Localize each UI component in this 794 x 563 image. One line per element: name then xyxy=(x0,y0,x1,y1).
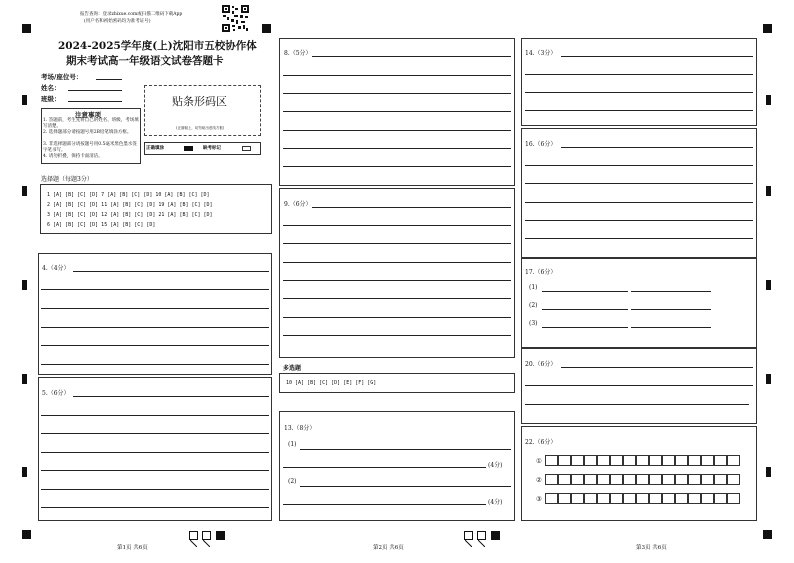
grid-cell[interactable] xyxy=(558,474,571,485)
grid-cell[interactable] xyxy=(714,474,727,485)
question-17-part-1: (1) xyxy=(529,284,538,291)
grid-cell[interactable] xyxy=(545,455,558,466)
choice-row[interactable]: 1 [A] [B] [C] [D] 7 [A] [B] [C] [D] 10 [A] [B] [C] [D] xyxy=(47,192,210,198)
timing-mark xyxy=(22,95,27,105)
exam-seat-label: 考场/座位号： xyxy=(41,73,83,81)
answer-line[interactable] xyxy=(41,364,269,365)
notes-line: 2. 选择题部分请按题号用2B铅笔填涂方框。 xyxy=(43,130,132,135)
timing-mark xyxy=(766,186,771,196)
notes-line: 1. 答题前，考生先将自己的姓名、班级、考场填写清楚。 xyxy=(43,118,139,129)
grid-cell[interactable] xyxy=(688,493,701,504)
barcode-label: 贴条形码区 xyxy=(172,95,227,108)
page-number-3: 第3页 共6页 xyxy=(636,545,667,551)
report-notice: 报告查询：登录zhixue.com或扫描二维码下载App xyxy=(80,12,183,17)
page-marker-fill xyxy=(491,531,500,540)
grid-cell[interactable] xyxy=(662,493,675,504)
answer-line[interactable] xyxy=(283,335,511,336)
grid-cell[interactable] xyxy=(662,474,675,485)
answer-line[interactable] xyxy=(41,289,269,290)
grid-cell[interactable] xyxy=(688,455,701,466)
timing-mark xyxy=(766,374,771,384)
question-17-label: 17.（6分） xyxy=(525,269,557,276)
grid-cell[interactable] xyxy=(571,493,584,504)
question-5-box xyxy=(38,377,272,521)
answer-line[interactable] xyxy=(525,183,753,184)
answer-line[interactable] xyxy=(283,166,511,167)
answer-line[interactable] xyxy=(561,147,753,148)
grid-cell[interactable] xyxy=(727,455,740,466)
page-marker-fill xyxy=(216,531,225,540)
grid-cell[interactable] xyxy=(649,474,662,485)
answer-line[interactable] xyxy=(41,415,269,416)
grid-cell[interactable] xyxy=(584,455,597,466)
grid-cell[interactable] xyxy=(701,474,714,485)
correct-fill-sample xyxy=(184,146,193,151)
grid-cell[interactable] xyxy=(701,455,714,466)
grid-cell[interactable] xyxy=(558,493,571,504)
grid-cell[interactable] xyxy=(701,493,714,504)
grid-cell[interactable] xyxy=(571,474,584,485)
grid-cell[interactable] xyxy=(584,474,597,485)
choice-row[interactable]: 3 [A] [B] [C] [D] 12 [A] [B] [C] [D] 21 [A] [B] [C] [D] xyxy=(47,212,213,218)
timing-mark xyxy=(766,280,771,290)
grid-cell[interactable] xyxy=(727,474,740,485)
answer-line[interactable] xyxy=(283,298,511,299)
corner-mark-bl xyxy=(22,530,31,539)
multi-select-title: 多选题 xyxy=(283,365,302,372)
grid-cell[interactable] xyxy=(727,493,740,504)
question-13-label: 13.（8分） xyxy=(284,425,316,432)
class-field[interactable] xyxy=(68,101,122,102)
grid-cell[interactable] xyxy=(597,493,610,504)
answer-line[interactable] xyxy=(300,449,511,450)
question-17-part-3: (3) xyxy=(529,320,538,327)
exam-title-line2: 期末考试高一年级语文试卷答题卡 xyxy=(66,55,224,67)
grid-cell[interactable] xyxy=(610,474,623,485)
answer-line[interactable] xyxy=(525,220,753,221)
choice-row[interactable]: 2 [A] [B] [C] [D] 11 [A] [B] [C] [D] 19 [A] [B] [C] [D] xyxy=(47,202,213,208)
page-marker-box xyxy=(464,531,473,540)
class-label: 班级： xyxy=(41,95,61,103)
answer-line[interactable] xyxy=(631,291,711,292)
answer-line[interactable] xyxy=(283,75,511,76)
question-17-part-2: (2) xyxy=(529,302,538,309)
answer-line[interactable] xyxy=(41,452,269,453)
grid-cell[interactable] xyxy=(623,493,636,504)
corner-mark-tr xyxy=(763,24,772,33)
grid-cell[interactable] xyxy=(623,474,636,485)
corner-mark-top-mid xyxy=(262,24,271,33)
qr-code-icon xyxy=(222,5,249,32)
grid-cell[interactable] xyxy=(610,455,623,466)
grid-cell[interactable] xyxy=(623,455,636,466)
timing-mark xyxy=(22,374,27,384)
answer-line[interactable] xyxy=(542,309,628,310)
timing-mark xyxy=(766,467,771,477)
answer-line[interactable] xyxy=(41,308,269,309)
answer-line[interactable] xyxy=(283,148,511,149)
grid-cell[interactable] xyxy=(649,455,662,466)
answer-line[interactable] xyxy=(525,385,753,386)
grid-cell[interactable] xyxy=(662,455,675,466)
question-9-label: 9.（6分） xyxy=(284,201,312,208)
answer-line[interactable] xyxy=(525,165,753,166)
grid-row-2-label: ② xyxy=(536,476,542,484)
answer-line[interactable] xyxy=(283,111,511,112)
answer-line[interactable] xyxy=(41,507,269,508)
grid-cell[interactable] xyxy=(675,455,688,466)
question-5-label: 5.（6分） xyxy=(42,390,70,397)
timing-mark xyxy=(22,280,27,290)
answer-line[interactable] xyxy=(525,404,749,405)
question-17-box xyxy=(521,258,757,348)
answer-line[interactable] xyxy=(283,93,511,94)
grid-cell[interactable] xyxy=(649,493,662,504)
grid-cell[interactable] xyxy=(610,493,623,504)
answer-line[interactable] xyxy=(283,467,486,468)
answer-line[interactable] xyxy=(312,207,511,208)
grid-cell[interactable] xyxy=(545,474,558,485)
answer-line[interactable] xyxy=(41,470,269,471)
exam-seat-field[interactable] xyxy=(96,79,122,80)
notes-title: 注意事项 xyxy=(75,111,101,119)
answer-line[interactable] xyxy=(525,202,753,203)
grid-cell[interactable] xyxy=(636,474,649,485)
answer-line[interactable] xyxy=(283,243,511,244)
grid-cell[interactable] xyxy=(675,474,688,485)
page-marker-box xyxy=(477,531,486,540)
answer-line[interactable] xyxy=(300,486,511,487)
answer-line[interactable] xyxy=(283,225,511,226)
question-9-box xyxy=(279,188,515,358)
correct-fill-label: 正确填涂 xyxy=(146,146,164,151)
answer-line[interactable] xyxy=(283,130,511,131)
page-number-2: 第2页 共6页 xyxy=(373,545,404,551)
timing-mark xyxy=(22,467,27,477)
login-notice: (用户名和初始密码均为准考证号) xyxy=(84,19,151,24)
grid-cell[interactable] xyxy=(688,474,701,485)
grid-row-3-label: ③ xyxy=(536,495,542,503)
exam-title-line1: 2024-2025学年度(上)沈阳市五校协作体 xyxy=(58,40,257,52)
notes-line: 4. 请勿折叠，保持卡面清洁。 xyxy=(43,154,103,159)
timing-mark xyxy=(766,95,771,105)
score-4: (4分) xyxy=(488,462,503,469)
answer-line[interactable] xyxy=(41,489,269,490)
grid-cell[interactable] xyxy=(597,455,610,466)
answer-line[interactable] xyxy=(73,396,269,397)
grid-cell[interactable] xyxy=(558,455,571,466)
answer-line[interactable] xyxy=(631,309,711,310)
grid-cell[interactable] xyxy=(571,455,584,466)
grid-cell[interactable] xyxy=(636,493,649,504)
page-marker-box xyxy=(189,531,198,540)
answer-line[interactable] xyxy=(525,110,753,111)
question-20-label: 20.（6分） xyxy=(525,361,557,368)
question-14-box xyxy=(521,38,757,126)
grid-cell[interactable] xyxy=(584,493,597,504)
page-number-1: 第1页 共6页 xyxy=(117,545,148,551)
missing-mark-label: 缺考标记 xyxy=(203,146,221,151)
name-label: 姓名： xyxy=(41,84,61,92)
missing-mark-box[interactable] xyxy=(242,146,251,151)
question-13-part-1: (1) xyxy=(288,441,297,448)
page-marker-box xyxy=(202,531,211,540)
answer-line[interactable] xyxy=(561,56,753,57)
grid-cell[interactable] xyxy=(636,455,649,466)
choice-row[interactable]: 6 [A] [B] [C] [D] 15 [A] [B] [C] [D] xyxy=(47,222,156,228)
answer-line[interactable] xyxy=(525,74,753,75)
grid-cell[interactable] xyxy=(714,493,727,504)
answer-line[interactable] xyxy=(561,367,753,368)
answer-line[interactable] xyxy=(283,504,486,505)
answer-line[interactable] xyxy=(525,92,753,93)
grid-row-1-label: ① xyxy=(536,457,542,465)
question-8-label: 8.（5分） xyxy=(284,50,312,57)
grid-cell[interactable] xyxy=(714,455,727,466)
question-14-label: 14.（3分） xyxy=(525,50,557,57)
grid-cell[interactable] xyxy=(675,493,688,504)
answer-line[interactable] xyxy=(41,433,269,434)
multi-select-row[interactable]: 10 [A] [B] [C] [D] [E] [F] [G] xyxy=(286,380,377,386)
answer-line[interactable] xyxy=(283,262,511,263)
corner-mark-br xyxy=(763,530,772,539)
grid-cell[interactable] xyxy=(545,493,558,504)
name-field[interactable] xyxy=(68,90,122,91)
question-8-box xyxy=(279,38,515,186)
barcode-hint: (正面朝上，切勿贴出虚线方框) xyxy=(176,126,225,130)
question-20-box xyxy=(521,348,757,424)
answer-line[interactable] xyxy=(312,56,511,57)
question-4-label: 4.（4分） xyxy=(42,265,70,272)
answer-line[interactable] xyxy=(41,327,269,328)
corner-mark-tl xyxy=(22,24,31,33)
score-4: (4分) xyxy=(488,499,503,506)
answer-line[interactable] xyxy=(542,327,628,328)
answer-line[interactable] xyxy=(73,271,269,272)
grid-cell[interactable] xyxy=(597,474,610,485)
answer-line[interactable] xyxy=(542,291,628,292)
timing-mark xyxy=(22,186,27,196)
answer-line[interactable] xyxy=(41,345,269,346)
answer-line[interactable] xyxy=(631,327,711,328)
question-13-part-2: (2) xyxy=(288,478,297,485)
answer-line[interactable] xyxy=(525,238,753,239)
answer-line[interactable] xyxy=(283,280,511,281)
question-22-label: 22.（6分） xyxy=(525,439,557,446)
notes-line: 3. 非选择题部分请按题号用0.5毫米黑色墨水签字笔书写。 xyxy=(43,142,137,153)
choice-section-title: 选择题（每题3分） xyxy=(41,176,93,183)
answer-line[interactable] xyxy=(283,317,511,318)
question-16-label: 16.（6分） xyxy=(525,141,557,148)
